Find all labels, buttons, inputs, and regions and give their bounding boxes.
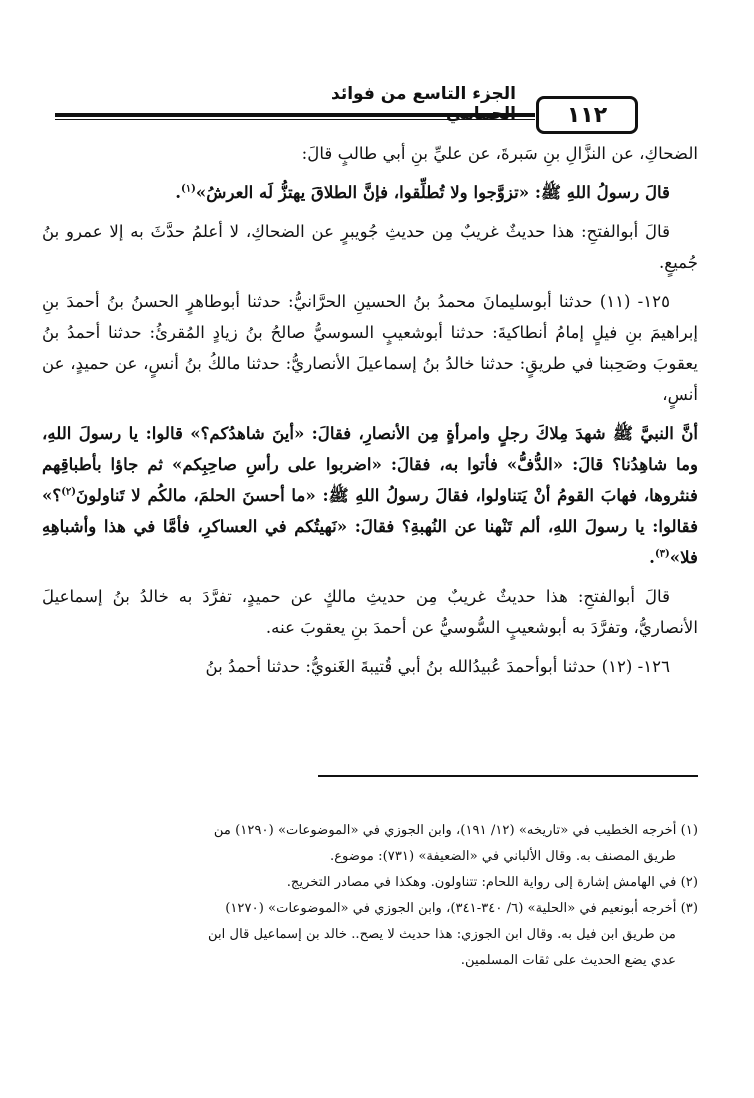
footnote-1-line-2: طريق المصنف به. وقال الألباني في «الضعيفة» (٧٣١): موضوع.: [330, 849, 676, 864]
footnote-separator: [318, 775, 698, 777]
paragraph-hadith-1: قالَ رسولُ اللهِ ﷺ: «تزوَّجوا ولا تُطلِّقوا، فإنَّ الطلاقَ يهتزُّ لَه العرشُ»$^{(١)}$.: [175, 182, 670, 202]
hadith-2-text-a: أنَّ النبيَّ ﷺ شهدَ مِلاكَ رجلٍ وامرأةٍ مِن الأنصارِ، فقالَ: «أينَ شاهدُكم؟» قالوا: يا رسولَ اللهِ، وما شاهِدُنا؟ قالَ: «الدُّفُّ» فأتوا به، فقالَ: «اضربوا على رأسِ صاحِبِكم» ثم جاؤا بأطباقِهم فنثروها، فهابَ القومُ أنْ يَتناولوا، فقالَ رسولُ اللهِ ﷺ: «ما أحسنَ الحلمَ، مالكُم لا تَناولونَ: [42, 423, 698, 505]
paragraph-isnad-continuation: الضحاكِ، عن النزَّالِ بنِ سَبرةَ، عن عليِّ بنِ أبي طالبٍ قالَ:: [301, 144, 698, 163]
footnote-3-line-3: عدي يضع الحديث على ثقات المسلمين.: [460, 953, 676, 968]
main-text: [42, 138, 698, 682]
paragraph-isnad-126: ١٢٦- (١٢) حدثنا أبوأحمدَ عُبيدُالله بنُ أبي قُتيبةَ الغَنويُّ: حدثنا أحمدُ بنُ: [205, 657, 670, 676]
running-title: الجزء التاسع من فوائد الحمامي: [331, 84, 516, 124]
hadith-1-text: قالَ رسولُ اللهِ ﷺ: «تزوَّجوا ولا تُطلِّقوا، فإنَّ الطلاقَ يهتزُّ لَه العرشُ»: [195, 182, 670, 202]
paragraph-hadith-2: أنَّ النبيَّ ﷺ شهدَ مِلاكَ رجلٍ وامرأةٍ مِن الأنصارِ، فقالَ: «أينَ شاهدُكم؟» قالوا: يا رسولَ اللهِ، وما شاهِدُنا؟ قالَ: «الدُّفُّ» فأتوا به، فقالَ: «اضربوا على رأسِ صاحِبِكم» ثم جاؤا بأطباقِهم فنثروها، فهابَ القومُ أنْ يَتناولوا، فقالَ رسولُ اللهِ ﷺ: «ما أحسنَ الحلمَ، مالكُم لا تَناولونَ$^{(٢)}$؟» فقالوا: يا رسولَ اللهِ، ألم تَنْهنا عن النُهبةِ؟ فقالَ: «نَهيتُكم في العساكرِ، فأمَّا في هذا وأشباهِهِ فلا»$^{(٣)}$.: [42, 423, 698, 567]
paragraph-comment-1: قالَ أبوالفتحِ: هذا حديثٌ غريبٌ مِن حديثِ جُويبرٍ عن الضحاكِ، لا أعلمُ حدَّثَ به إلا عمرو بنُ جُميعٍ.: [42, 222, 698, 272]
footnote-ref-3: (٣): [654, 548, 670, 560]
footnote-3-line-1: (٣) أخرجه أبونعيم في «الحلية» (٦/ ٣٤٠-٣٤١)، وابن الجوزي في «الموضوعات» (١٢٧٠): [225, 901, 698, 916]
page-number: ١١٢: [536, 96, 638, 134]
footnote-1-line-1: (١) أخرجه الخطيب في «تاريخه» (١٢/ ١٩١)، وابن الجوزي في «الموضوعات» (١٢٩٠) من: [213, 823, 698, 838]
paragraph-comment-2: قالَ أبوالفتحِ: هذا حديثٌ غريبٌ مِن حديثِ مالكٍ عن حميدٍ، تفرَّدَ به خالدُ بنُ إسماعيلَ الأنصاريُّ، وتفرَّدَ به أبوشعيبٍ السُّوسيُّ عن أحمدَ بنِ يعقوبَ عنه.: [42, 587, 698, 637]
footnote-2: (٢) في الهامش إشارة إلى رواية اللحام: تتناولون. وهكذا في مصادر التخريج.: [286, 875, 698, 890]
footnote-ref-2: (٢): [61, 486, 77, 498]
hadith-2-text-b: ؟» فقالوا: يا رسولَ اللهِ، ألم تَنْهنا عن النُهبةِ؟ فقالَ: «نَهيتُكم في العساكرِ، فأمَّا في هذا وأشباهِهِ فلا»: [42, 485, 698, 567]
footnote-ref-1: (١): [180, 183, 196, 195]
paragraph-isnad-125: ١٢٥- (١١) حدثنا أبوسليمانَ محمدُ بنُ الحسينِ الحرَّانيُّ: حدثنا أبوطاهرٍ الحسنُ بنُ أحمدَ بنِ إبراهيمَ بنِ فيلٍ إمامُ أنطاكيةَ: حدثنا أبوشعيبٍ السوسيُّ صالحُ بنُ زيادٍ المُقرئُ: حدثنا أحمدُ بنُ يعقوبَ وصَحِبنا في طريقٍ: حدثنا خالدُ بنُ إسماعيلَ الأنصاريُّ: حدثنا مالكُ بنُ أنسٍ، عن حميدٍ، عن أنسٍ،: [42, 292, 698, 404]
footnotes: [42, 818, 698, 974]
header-rule: [55, 113, 535, 120]
footnote-3-line-2: من طريق ابن فيل به. وقال ابن الجوزي: هذا حديث لا يصح.. خالد بن إسماعيل قال ابن: [207, 927, 676, 942]
